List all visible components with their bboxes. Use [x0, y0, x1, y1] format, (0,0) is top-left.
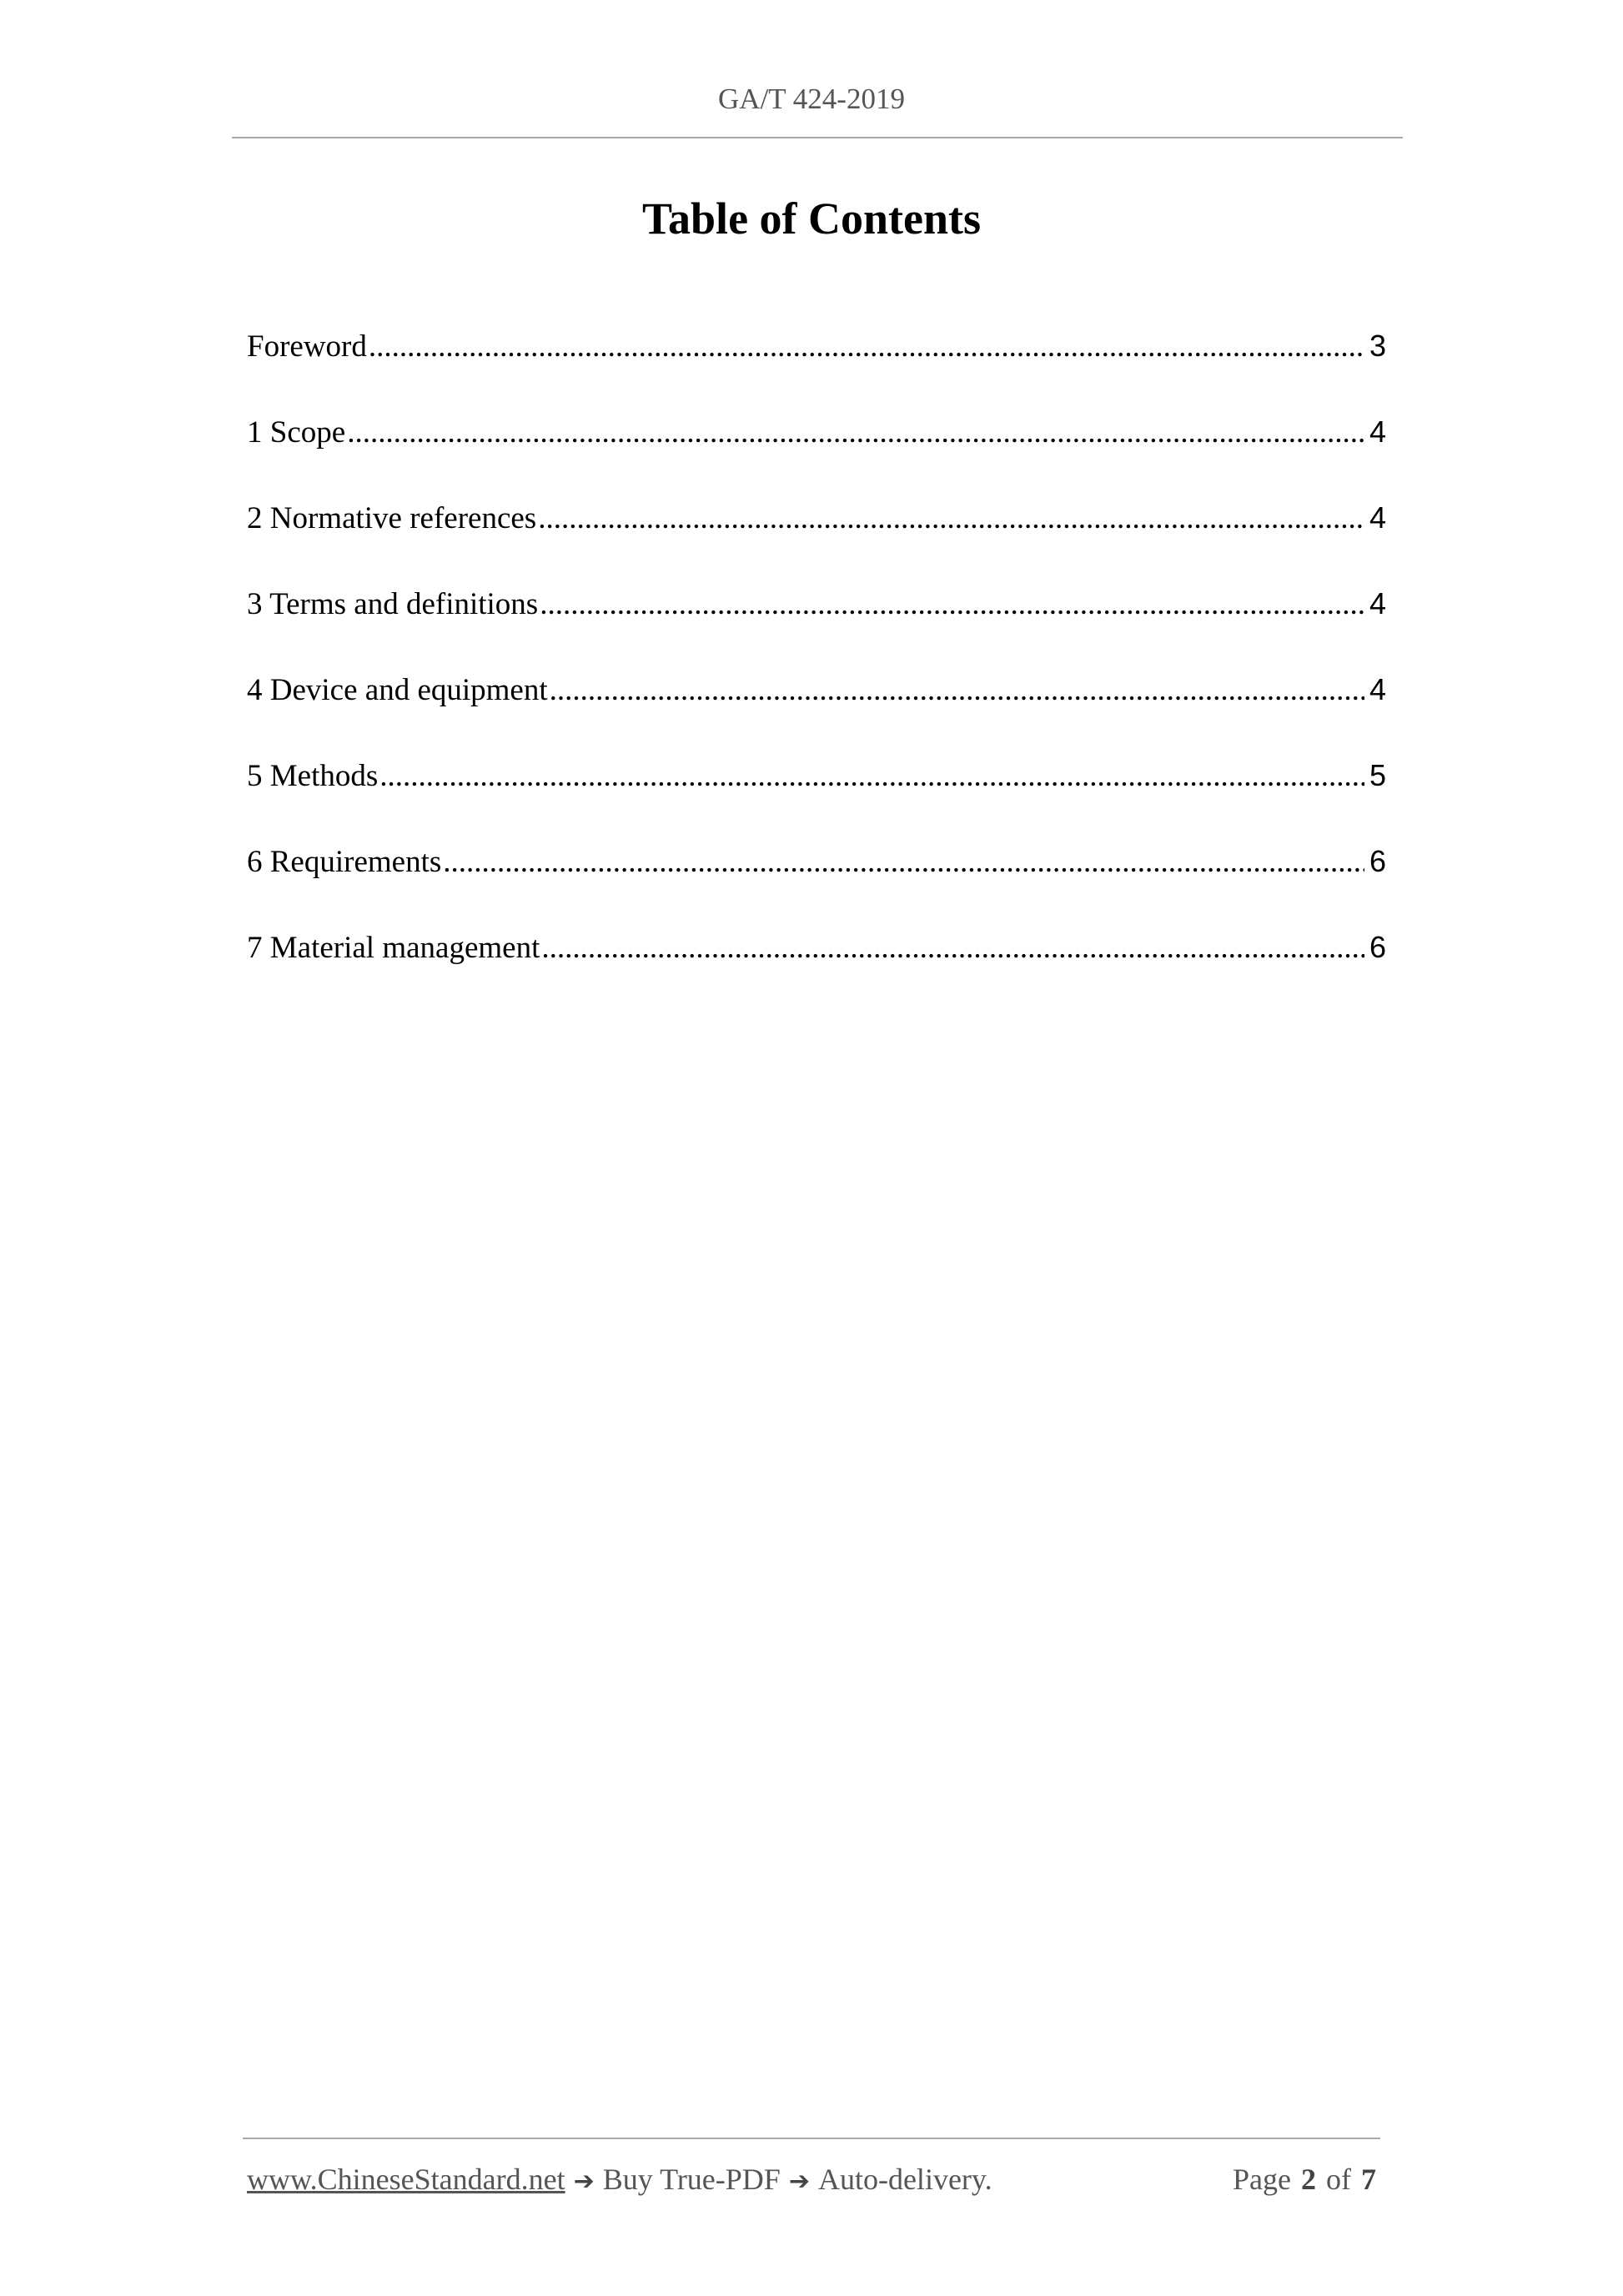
page-word: Page — [1233, 2163, 1291, 2196]
toc-entry-label: 1 Scope — [247, 415, 346, 450]
toc-entry-requirements[interactable] — [247, 837, 1386, 923]
toc-entry-page-number: 6 — [1369, 844, 1386, 878]
toc-entry-label: 4 Device and equipment — [247, 673, 548, 707]
toc-entry-page-number: 4 — [1369, 586, 1386, 620]
toc-dot-leader — [550, 666, 1364, 715]
toc-entry-page-number: 3 — [1369, 329, 1386, 363]
toc-entry-label: Foreword — [247, 329, 367, 364]
toc-title: Table of Contents — [641, 193, 982, 244]
toc-dot-leader — [347, 409, 1364, 457]
toc-entry-page-number: 4 — [1369, 672, 1386, 706]
toc-entry-label: 2 Normative references — [247, 501, 537, 535]
total-page-count: 7 — [1361, 2163, 1376, 2196]
toc-entry-label: 7 Material management — [247, 931, 540, 965]
toc-dot-leader — [540, 580, 1364, 629]
current-page-number: 2 — [1301, 2163, 1316, 2196]
toc-dot-leader — [541, 924, 1364, 972]
website-link[interactable]: www.ChineseStandard.net — [247, 2163, 565, 2196]
document-code-header: GA/T 424-2019 — [718, 83, 905, 115]
footer-step-buy: Buy True-PDF — [602, 2163, 781, 2196]
toc-entry-label: 3 Terms and definitions — [247, 587, 539, 621]
toc-entry-methods[interactable] — [247, 751, 1386, 837]
toc-entry-terms-and-definitions[interactable] — [247, 580, 1386, 666]
toc-entry-page-number: 6 — [1369, 930, 1386, 964]
footer-step-delivery: Auto-delivery. — [817, 2163, 992, 2196]
toc-entry-device-and-equipment[interactable] — [247, 666, 1386, 751]
toc-entry-normative-references[interactable] — [247, 494, 1386, 580]
page-indicator — [1233, 2156, 1376, 2203]
toc-entry-page-number: 4 — [1369, 500, 1386, 535]
header-divider — [232, 137, 1403, 138]
of-word: of — [1326, 2163, 1351, 2196]
toc-list — [247, 322, 1386, 1009]
footer-divider — [243, 2138, 1380, 2139]
toc-entry-foreword[interactable] — [247, 322, 1386, 408]
toc-entry-page-number: 4 — [1369, 414, 1386, 449]
toc-entry-scope[interactable] — [247, 408, 1386, 494]
toc-dot-leader — [379, 752, 1364, 801]
toc-dot-leader — [538, 495, 1364, 543]
footer-promo — [247, 2156, 992, 2205]
right-arrow-icon: ➔ — [573, 2167, 595, 2196]
toc-entry-material-management[interactable] — [247, 923, 1386, 1009]
right-arrow-icon: ➔ — [788, 2167, 810, 2196]
toc-dot-leader — [443, 838, 1364, 887]
toc-entry-page-number: 5 — [1369, 758, 1386, 792]
toc-dot-leader — [369, 323, 1364, 371]
toc-entry-label: 6 Requirements — [247, 845, 442, 879]
toc-entry-label: 5 Methods — [247, 759, 379, 793]
page-footer — [247, 2156, 1381, 2203]
